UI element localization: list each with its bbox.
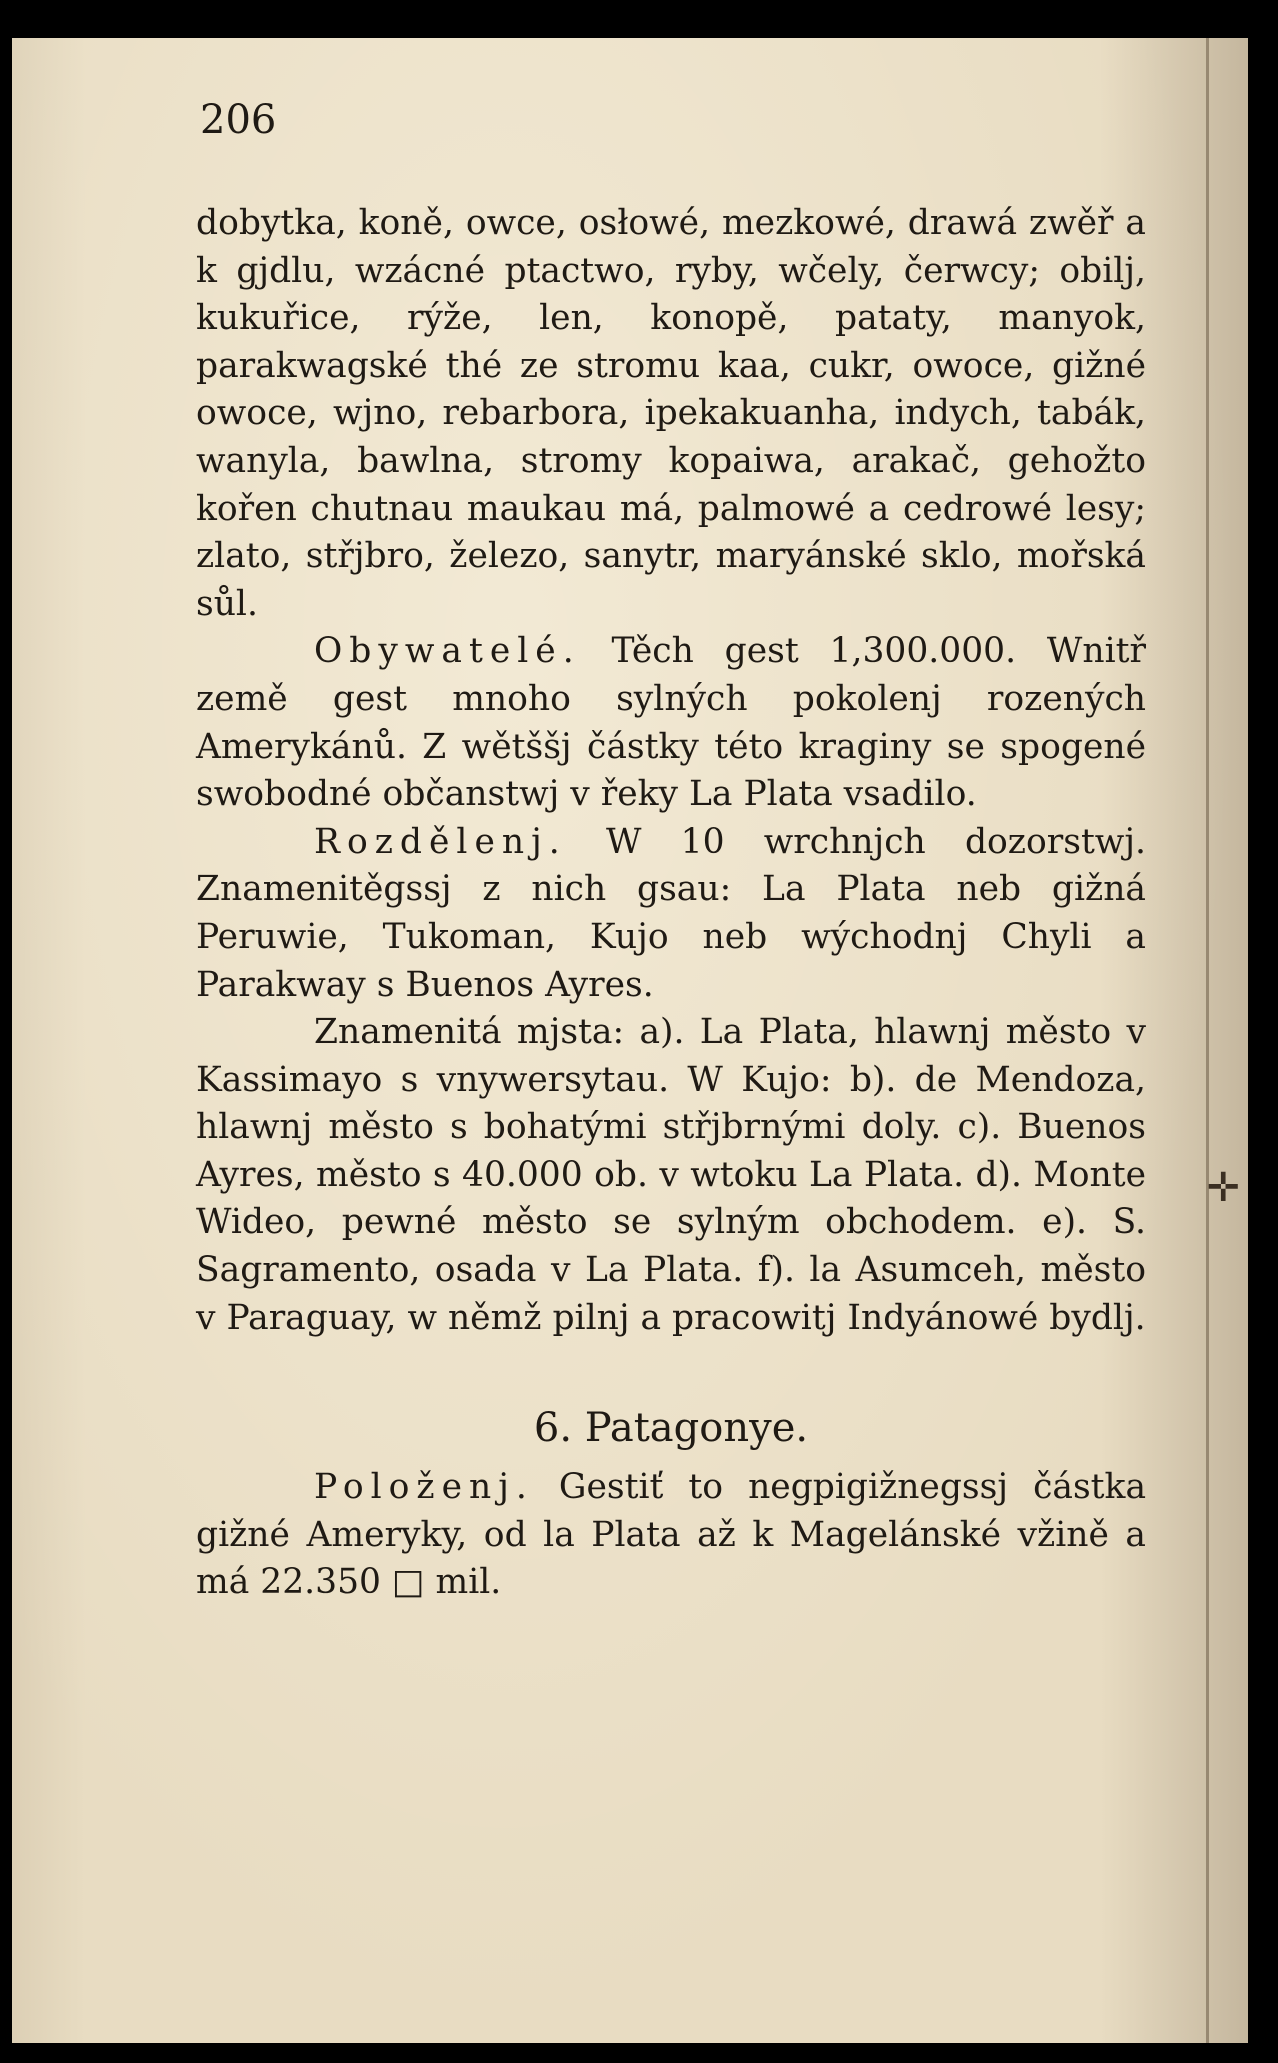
inhabitants-text: Těch gest 1,300.000. Wnitř země gest mnoho sylných pokolenj rozených Amerykánů. Z wětššj částky této kraginy se spogené swobodné občanstwj v řeky La Plata vsadilo. (196, 631, 1146, 815)
page-text (196, 97, 1147, 1607)
division-label: Rozdělenj. (314, 821, 567, 862)
paragraph-places (196, 1009, 1146, 1342)
location-label: Položenj. (314, 1467, 534, 1508)
page-number: 206 (200, 97, 277, 143)
division-text: W 10 wrchnjch dozorstwj. Znamenitěgssj z nich gsau: La Plata neb gižná Peruwie, Tukoman, Kujo neb wýchodnj Chyli a Parakway s Buenos Ayres. (196, 821, 1146, 1005)
section-heading: 6. Patagonye. (533, 1405, 809, 1452)
gutter-fold (1206, 38, 1209, 2043)
location-text: Gestiť to negpigižnegssj částka gižné Ameryky, od la Plata až k Magelánské vžině a má 22.350 □ mil. (196, 1467, 1147, 1603)
places-label: Znamenitá mjsta: (314, 1012, 625, 1053)
inhabitants-label: Obywatelé. (314, 631, 581, 672)
gutter-cross-mark: ✛ (1206, 1165, 1240, 1211)
paragraph-inhabitants (196, 628, 1146, 818)
paragraph-division (196, 819, 1146, 1009)
places-text: a). La Plata, hlawnj město v Kassimayo s vnywersytau. W Kujo: b). de Mendoza, hlawnj město s bohatými střjbrnými doly. c). Buenos Ayres, město s 40.000 ob. v wtoku La Plata. d). Monte Wideo, pewné město se sylným obchodem. e). S. Sagramento, osada v La Plata. f). la Asumceh, město v Paraguay, w němž pilnj a pracowitj Indyánowé bydlj. (196, 1012, 1147, 1338)
paragraph-location (196, 1464, 1146, 1607)
paragraph-products: dobytka, koně, owce, osłowé, mezkowé, drawá zwěř a k gjdlu, wzácné ptactwo, ryby, wčely, čerwcy; obilj, kukuřice, rýže, len, konopě, pataty, manyok, parakwagské thé ze stromu kaa, cukr, owoce, gižné owoce, wjno, rebarbora, ipekakuanha, indych, tabák, wanyla, bawlna, stromy kopaiwa, arakač, gehožto kořen chutnau maukau má, palmowé a cedrowé lesy; zlato, střjbro, železo, sanytr, maryánské sklo, mořská sůl. (196, 203, 1146, 624)
